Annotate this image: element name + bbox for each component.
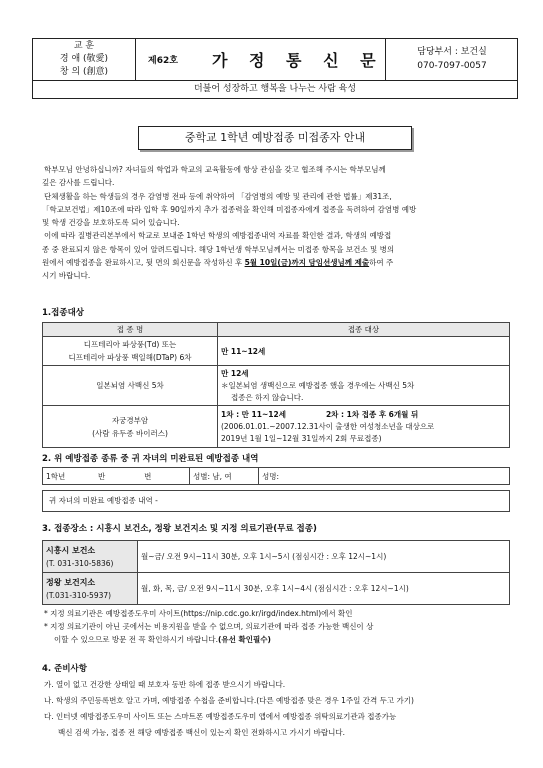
clinic-name: 정왕 보건지소 xyxy=(46,577,96,587)
list-item: 다. 인터넷 예방접종도우미 사이트 또는 스마트폰 예방접종도우미 앱에서 예방접종 위탁의료기관과 접종가능 xyxy=(44,712,397,721)
list-item: 나. 학생의 주민등록번호 알고 가며, 예방접종 수첩을 준비합니다.(다른 예방접종 맞은 경우 1주일 간격 두고 가기) xyxy=(44,696,414,705)
clinic-name: 시흥시 보건소 xyxy=(46,545,96,555)
table-header-row xyxy=(43,323,510,337)
col-header: 접 종 명 xyxy=(43,323,218,337)
clinic-hours: 월~금/ 오전 9시~11시 30분, 오후 1시~5시 (점심시간 : 오후 12시~1시) xyxy=(138,541,510,573)
table-row: 자궁경부암 (사람 유두종 바이러스) 1차 : 만 11~12세 2차 : 1차 접종 후 6개월 뒤 (2006.01.01.~2007.12.31사이 출생한 여성청소년을 대상으로 2019년 1월 1일~12월 31일까지 2회 무료접종) xyxy=(43,406,510,448)
vaccine-target-table xyxy=(42,322,510,448)
incomplete-vaccine-box: 귀 자녀의 미완료 예방접종 내역 - xyxy=(42,490,510,512)
clinic-table xyxy=(42,540,510,605)
list-item: 백신 검색 가능, 접종 전 해당 예방접종 백신이 있는지 확인 전화하시고 가시기 바랍니다. xyxy=(58,728,345,737)
document-title: 중학교 1학년 예방접종 미접종자 안내 xyxy=(138,126,412,150)
table-row: 디프테리아 파상풍(Td) 또는 디프테리아 파상풍 백일해(DTaP) 6차 만 11~12세 xyxy=(43,337,510,366)
number-label: 번 xyxy=(144,471,152,481)
clinic-phone: (T.031-310-5937) xyxy=(46,590,112,600)
section-heading: 3. 접종장소 : 시흥시 보건소, 정왕 보건지소 및 지정 의료기관(무료 접종) xyxy=(42,524,317,534)
contact-info xyxy=(387,39,517,80)
newsletter-name: 가 정 통 신 문 xyxy=(212,51,384,70)
deadline: 5월 10일(금)까지 담임선생님께 제출 xyxy=(244,258,370,268)
clinic-phone: (T. 031-310-5836) xyxy=(46,558,114,568)
notes: * 지정 의료기관은 예방접종도우미 사이트(https://nip.cdc.go.kr/irgd/index.html)에서 확인 * 지정 의료기관이 아닌 곳에서는 비용지원을 받을 수 없으며, 의료기관에 따라 접종 가능한 백신이 상 이할 수 있으므로 방문 전 꼭 확인하시기 바랍니다.(유선 확인필수) xyxy=(44,609,374,644)
table-row: 일본뇌염 사백신 5차 만 12세 ＊일본뇌염 생백신으로 예방접종 했을 경우에는 사백신 5차 접종은 하지 않습니다. xyxy=(43,366,510,406)
col-header: 접종 대상 xyxy=(218,323,510,337)
issue-number: 제62호 xyxy=(148,56,178,66)
section-heading: 4. 준비사항 xyxy=(42,664,87,674)
class-label: 반 xyxy=(98,471,106,481)
intro-paragraph: 학부모님 안녕하십니까? 자녀들의 학업과 학교의 교육활동에 항상 관심을 갖고 협조해 주시는 학부모님께 깊은 감사를 드립니다. 단체생활을 하는 학생들의 경우 감염병 전파 등에 취약하여 「감염병의 예방 및 관리에 관한 법률」제31조, 「학교보건법」제10조에 따라 입학 후 90일까지 추가 접종력을 확인해 미접종자에게 접종을 독려하여 감염병 예방 및 학생 건강을 보호하도록 되어 있습니다. 이에 따라 질병관리본부에서 학교로 보내준 1학년 학생의 예방접종내역 자료를 확인한 결과, 학생의 예방접 종 중 완료되지 않은 항목이 있어 알려드립니다. 해당 1학년생 학부모님께서는 미접종 항목을 보건소 및 병의 원에서 예방접종을 완료하시고, 뒷 면의 회신문을 작성하신 후 5월 10일(금)까지 담임선생님께 제출하여 주 시기 바랍니다. xyxy=(42,165,417,281)
grade-label: 1학년 xyxy=(46,471,66,481)
clinic-hours: 월, 화, 목, 금/ 오전 9시~11시 30분, 오후 1시~4시 (점심시간 : 오후 12시~1시) xyxy=(138,573,510,605)
department: 담당부서 : 보건실 xyxy=(417,47,487,57)
gender-field: 성별: 남, 여 xyxy=(190,468,259,485)
student-info-table xyxy=(42,467,510,485)
table-row xyxy=(43,573,510,605)
name-field: 성명: xyxy=(259,468,510,485)
phone-number: 070-7097-0057 xyxy=(417,61,487,71)
slogan: 더불어 성장하고 행복을 나누는 사람 육성 xyxy=(32,81,518,99)
motto-line: 경 애 (敬愛) xyxy=(59,54,109,64)
section-heading: 1.접종대상 xyxy=(42,308,84,318)
school-motto xyxy=(33,39,136,80)
table-row xyxy=(43,541,510,573)
motto-title: 교 훈 xyxy=(73,41,95,51)
list-item: 가. 열이 없고 건강한 상태일 때 보호자 동반 하에 접종 받으시기 바랍니다. xyxy=(44,680,286,689)
preparation-list xyxy=(44,677,516,741)
section-heading: 2. 위 예방접종 종류 중 귀 자녀의 미완료된 예방접종 내역 xyxy=(42,454,259,464)
motto-line: 창 의 (創意) xyxy=(59,67,109,77)
newsletter-title-area xyxy=(136,39,386,80)
